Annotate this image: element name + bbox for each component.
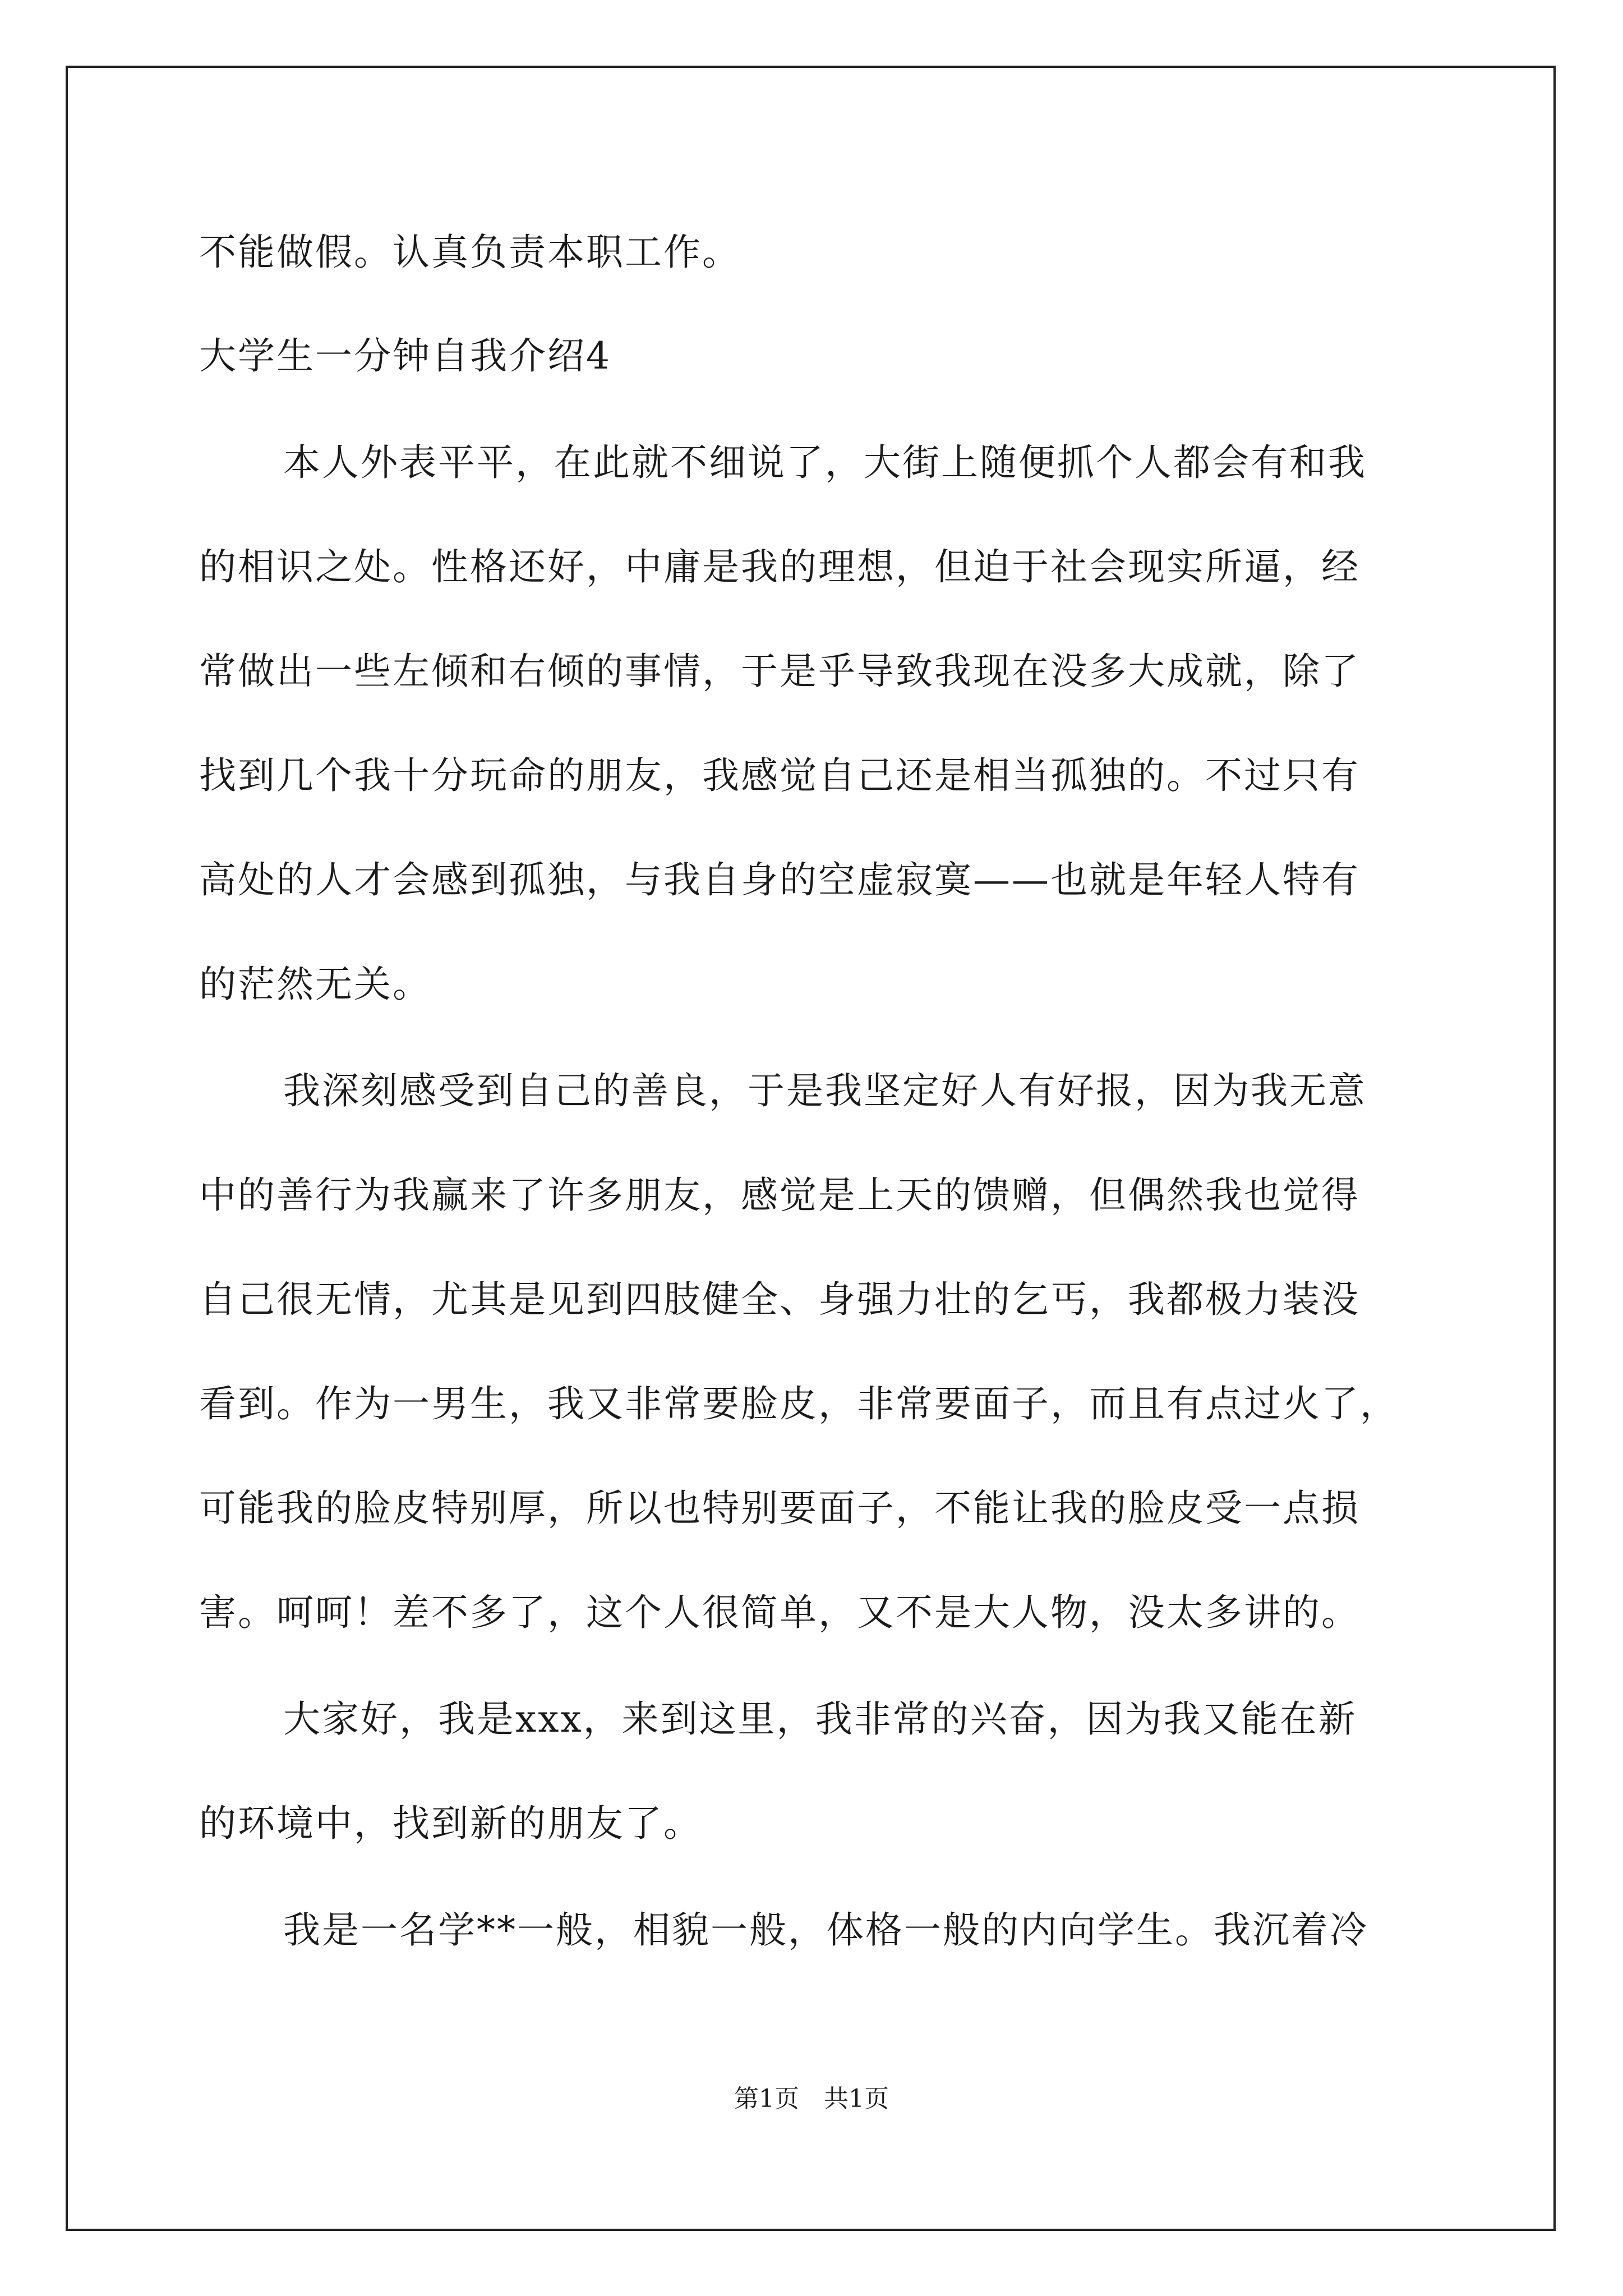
section-heading: 大学生一分钟自我介绍4 (199, 334, 611, 378)
text-line: 本人外表平平，在此就不细说了，大街上随便抓个人都会有和我 (283, 441, 1367, 484)
text-line: 不能做假。认真负责本职工作。 (199, 231, 741, 274)
text-line: 高处的人才会感到孤独，与我自身的空虚寂寞——也就是年轻人特有 (199, 858, 1360, 901)
text-line: 我深刻感受到自己的善良，于是我坚定好人有好报，因为我无意 (283, 1069, 1367, 1112)
text-line: 的茫然无关。 (199, 963, 431, 1006)
text-line: 大家好，我是xxx，来到这里，我非常的兴奋，因为我又能在新 (283, 1697, 1357, 1741)
text-line: 的相识之处。性格还好，中庸是我的理想，但迫于社会现实所逼，经 (199, 545, 1360, 588)
text-line: 找到几个我十分玩命的朋友，我感觉自己还是相当孤独的。不过只有 (199, 754, 1360, 797)
text-line: 可能我的脸皮特别厚，所以也特别要面子，不能让我的脸皮受一点损 (199, 1487, 1360, 1530)
text-line: 害。呵呵！差不多了，这个人很简单，又不是大人物，没太多讲的。 (199, 1591, 1360, 1634)
text-line: 常做出一些左倾和右倾的事情，于是乎导致我现在没多大成就，除了 (199, 650, 1360, 693)
page-footer: 第1页 共1页 (734, 2085, 889, 2113)
text-line: 自己很无情，尤其是见到四肢健全、身强力壮的乞丐，我都极力装没 (199, 1278, 1360, 1321)
text-line: 的环境中，找到新的朋友了。 (199, 1802, 702, 1845)
text-line: 中的善行为我赢来了许多朋友，感觉是上天的馈赠，但偶然我也觉得 (199, 1174, 1360, 1217)
text-line: 看到。作为一男生，我又非常要脸皮，非常要面子，而且有点过火了， (199, 1382, 1399, 1425)
text-line: 我是一名学**一般，相貌一般，体格一般的内向学生。我沉着冷 (283, 1908, 1368, 1952)
